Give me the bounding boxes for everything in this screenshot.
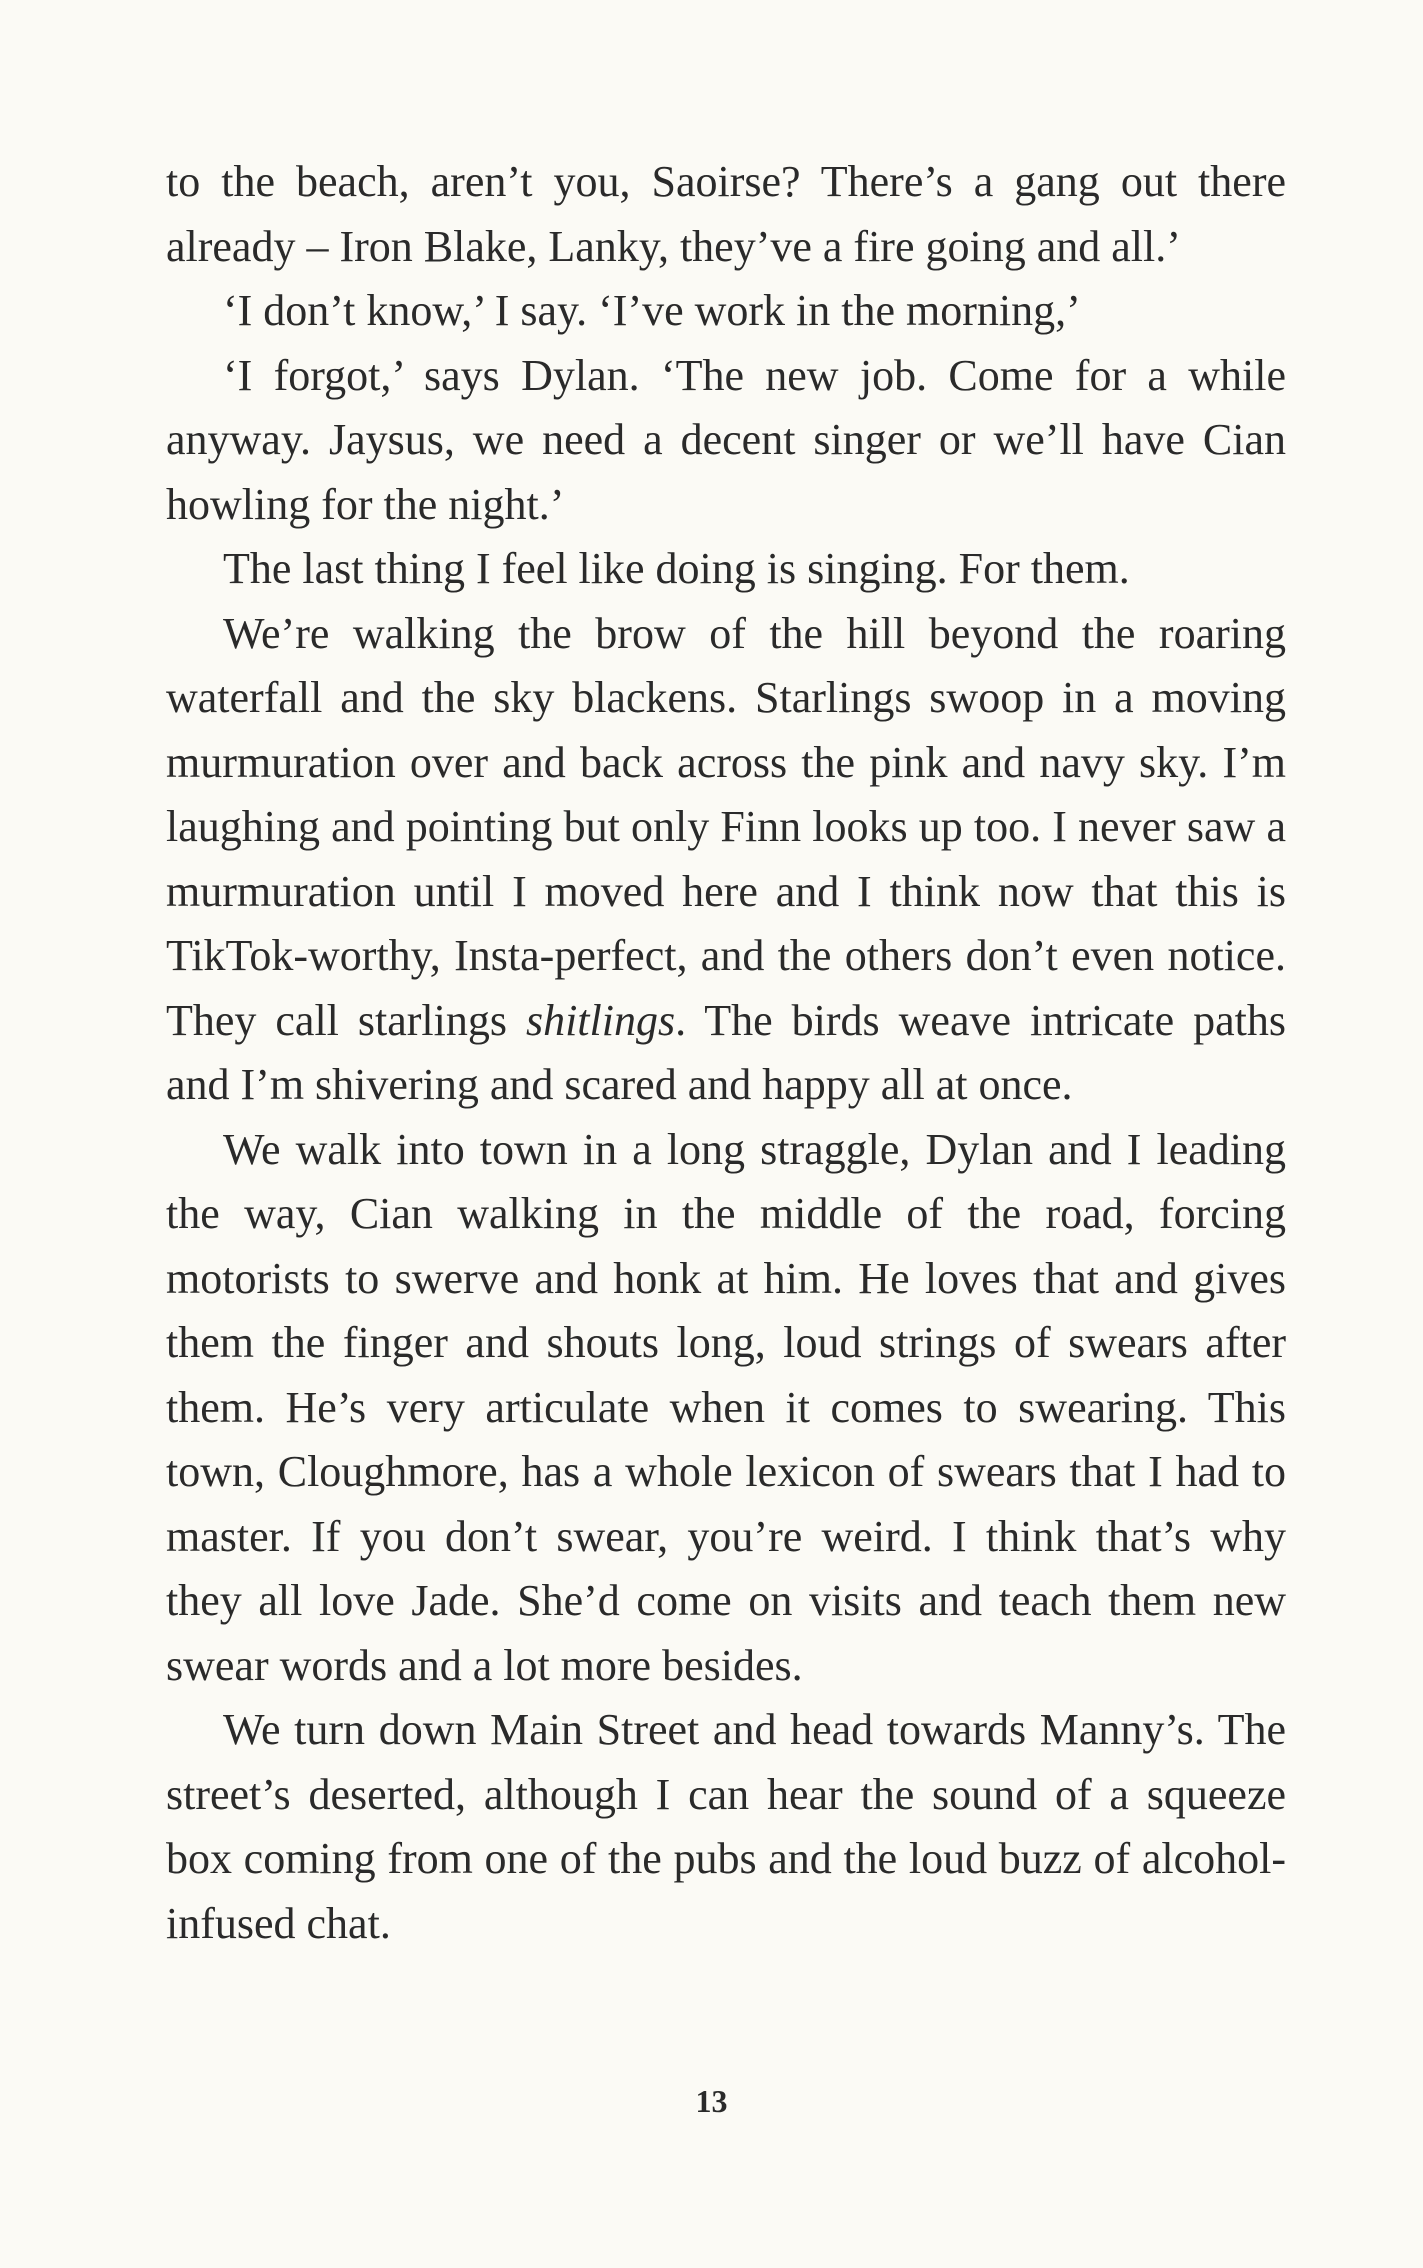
paragraph-murmuration-part-2: . The birds weave intricate paths and I’m shivering and scared and happy all at once.	[166, 995, 1286, 1109]
paragraph-continuation: to the beach, aren’t you, Saoirse? There’s a gang out there already – Iron Blake, Lanky, they’ve a fire going and all.’	[166, 157, 1286, 271]
paragraph-dialogue-dylan: ‘I forgot,’ says Dylan. ‘The new job. Come for a while anyway. Jaysus, we need a decent singer or we’ll have Cian howling for the night.’	[166, 350, 1286, 529]
page-number: 13	[695, 2083, 728, 2119]
paragraph-town-walk: We walk into town in a long straggle, Dylan and I leading the way, Cian walking in the middle of the road, forcing motorists to swerve and honk at him. He loves that and gives them the finger and shouts long, loud strings of swears after them. He’s very articulate when it comes to swearing. This town, Cloughmore, has a whole lexicon of swears that I had to master. If you don’t swear, you’re weird. I think that’s why they all love Jade. She’d come on visits and teach them new swear words and a lot more besides.	[166, 1124, 1286, 1690]
paragraph-dialogue-saoirse: ‘I don’t know,’ I say. ‘I’ve work in the morning,’	[223, 286, 1081, 335]
body-text	[166, 150, 1286, 1956]
paragraph-murmuration	[166, 602, 1286, 1118]
italic-word-shitlings: shitlings	[525, 995, 676, 1045]
paragraph-murmuration-part-1: We’re walking the brow of the hill beyond the roaring waterfall and the sky blackens. Starlings swoop in a moving murmuration over and back across the pink and navy sky. I’m laughing and pointing but only Finn looks up too. I never saw a murmuration until I moved here and I think now that this is TikTok-worthy, Insta-perfect, and the others don’t even notice. They call starlings	[166, 608, 1286, 1045]
paragraph-main-street: We turn down Main Street and head towards Manny’s. The street’s deserted, although I can hear the sound of a squeeze box coming from one of the pubs and the loud buzz of alcohol-infused chat.	[166, 1705, 1286, 1948]
paragraph-singing: The last thing I feel like doing is singing. For them.	[223, 544, 1130, 593]
